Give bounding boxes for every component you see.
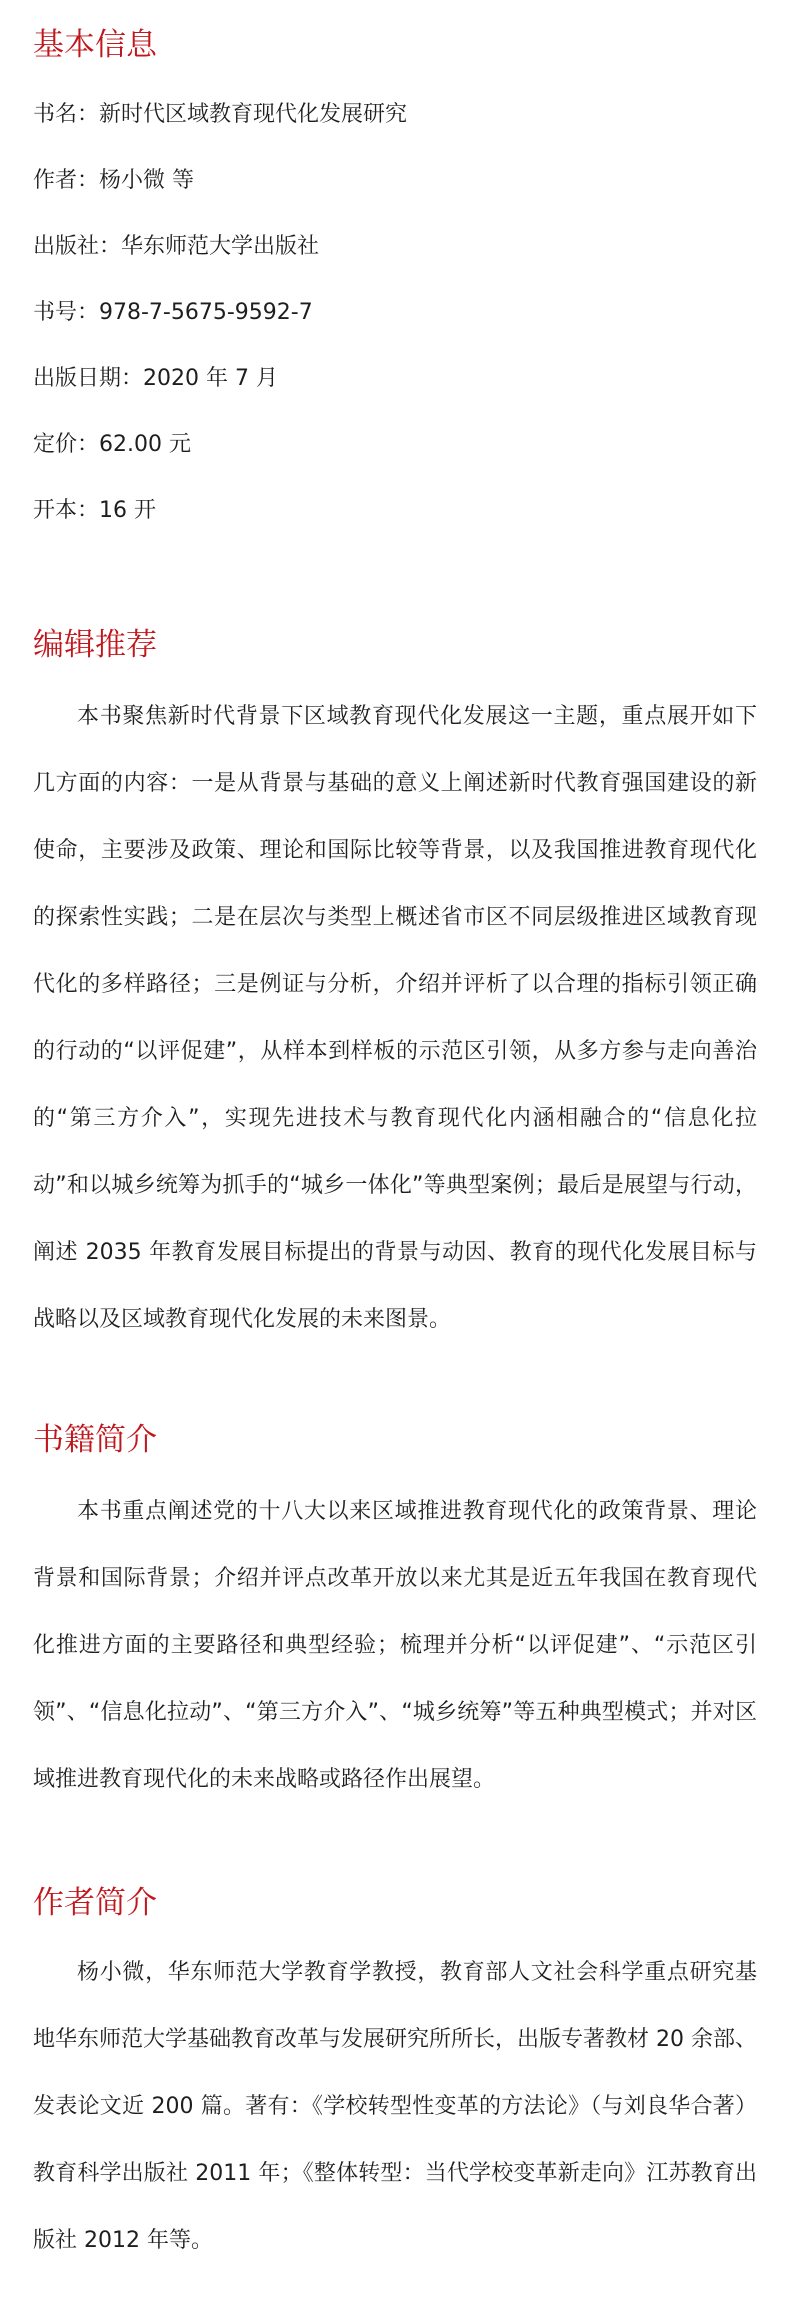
editor-recommend-paragraph: 本书聚焦新时代背景下区域教育现代化发展这一主题，重点展开如下几方面的内容：一是从背景与基础的意义上阐述新时代教育强国建设的新使命，主要涉及政策、理论和国际比较等背景，以及我国推进教育现代化的探索性实践；二是在层次与类型上概述省市区不同层级推进区域教育现代化的多样路径；三是例证与分析，介绍并评析了以合理的指标引领正确的行动的“以评促建”，从样本到样板的示范区引领，从多方参与走向善治的“第三方介入”，实现先进技术与教育现代化内涵相融合的“信息化拉动”和以城乡统筹为抓手的“城乡一体化”等典型案例；最后是展望与行动，阐述 2035 年教育发展目标提出的背景与动因、教育的现代化发展目标与战略以及区域教育现代化发展的未来图景。 [33, 704, 757, 1332]
info-publisher: 出版社：华东师范大学出版社 [33, 234, 320, 259]
section-title-book-intro: 书籍简介 [33, 1422, 157, 1458]
info-publish-date: 出版日期：2020 年 7 月 [33, 366, 278, 391]
info-format: 开本：16 开 [33, 498, 156, 523]
info-book-title: 书名：新时代区域教育现代化发展研究 [33, 102, 408, 127]
book-intro-paragraph: 本书重点阐述党的十八大以来区域推进教育现代化的政策背景、理论背景和国际背景；介绍并评点改革开放以来尤其是近五年我国在教育现代化推进方面的主要路径和典型经验；梳理并分析“以评促建”、“示范区引领”、“信息化拉动”、“第三方介入”、“城乡统筹”等五种典型模式；并对区域推进教育现代化的未来战略或路径作出展望。 [33, 1499, 757, 1792]
author-intro-paragraph: 杨小微，华东师范大学教育学教授，教育部人文社会科学重点研究基地华东师范大学基础教育改革与发展研究所所长，出版专著教材 20 余部、发表论文近 200 篇。著有：《学校转型性变革的方法论》（与刘良华合著）教育科学出版社 2011 年；《整体转型：当代学校变革新走向》江苏教育出版社 2012 年等。 [33, 1960, 757, 2253]
info-price: 定价：62.00 元 [33, 432, 191, 457]
info-author: 作者：杨小微 等 [33, 168, 194, 193]
info-isbn: 书号：978-7-5675-9592-7 [33, 300, 313, 325]
section-title-basic-info: 基本信息 [33, 27, 157, 63]
section-title-author-intro: 作者简介 [33, 1885, 157, 1921]
section-title-editor-recommend: 编辑推荐 [33, 627, 157, 663]
